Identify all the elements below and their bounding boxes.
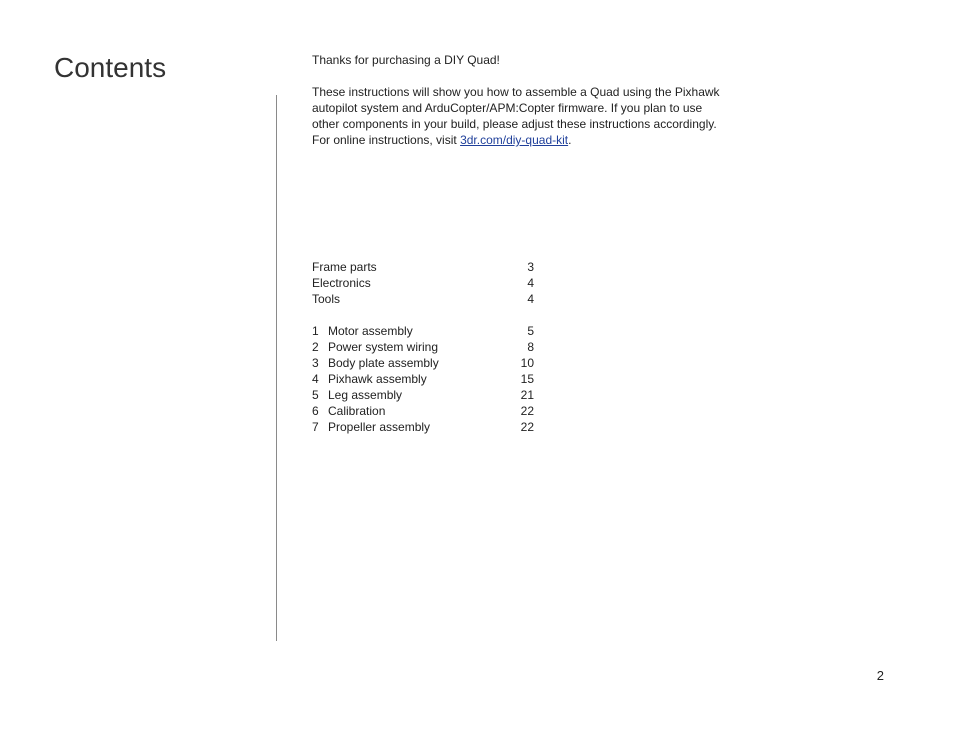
toc-chapter-number: 3 (312, 356, 319, 370)
online-suffix: . (568, 133, 572, 147)
table-of-contents (312, 259, 534, 435)
toc-chapter-number: 4 (312, 372, 319, 386)
toc-chapter-title: Leg assembly (328, 388, 403, 402)
toc-chapter-title: Propeller assembly (328, 420, 431, 434)
toc-chapter-page: 15 (520, 372, 534, 386)
toc-chapter-title: Calibration (328, 404, 386, 418)
toc-chapter-number: 2 (312, 340, 319, 354)
toc-chapter-page: 22 (520, 420, 534, 434)
toc-entry-electronics[interactable] (312, 275, 534, 291)
intro-greeting: Thanks for purchasing a DIY Quad! (312, 53, 500, 67)
toc-chapter-page: 22 (520, 404, 534, 418)
toc-entry-title: Tools (312, 292, 341, 306)
vertical-divider (276, 95, 277, 641)
intro-section (312, 52, 752, 148)
toc-chapter-number: 7 (312, 420, 319, 434)
intro-line: autopilot system and ArduCopter/APM:Copter firmware. If you plan to use (312, 101, 703, 115)
toc-chapter-pixhawk-assembly[interactable] (312, 371, 534, 387)
toc-entry-page: 3 (527, 260, 534, 274)
intro-body (312, 84, 752, 148)
toc-chapter-power-system-wiring[interactable] (312, 339, 534, 355)
toc-chapters (312, 323, 534, 435)
toc-chapter-title: Pixhawk assembly (328, 372, 427, 386)
online-prefix: For online instructions, visit (312, 133, 461, 147)
toc-chapter-leg-assembly[interactable] (312, 387, 534, 403)
toc-entry-page: 4 (527, 276, 534, 290)
intro-line: other components in your build, please adjust these instructions accordingly. (312, 117, 717, 131)
toc-chapter-title: Body plate assembly (328, 356, 439, 370)
toc-chapter-title: Motor assembly (328, 324, 413, 338)
toc-entry-tools[interactable] (312, 291, 534, 307)
toc-chapter-page: 21 (520, 388, 534, 402)
toc-entry-title: Electronics (312, 276, 371, 290)
toc-chapter-page: 10 (520, 356, 534, 370)
page-number: 2 (876, 668, 884, 683)
toc-chapter-number: 5 (312, 388, 319, 402)
toc-chapter-motor-assembly[interactable] (312, 323, 534, 339)
toc-chapter-number: 6 (312, 404, 319, 418)
page-title: Contents (54, 52, 167, 83)
toc-chapter-title: Power system wiring (328, 340, 439, 354)
toc-entry-page: 4 (527, 292, 534, 306)
online-instructions-link[interactable]: 3dr.com/diy-quad-kit (460, 133, 569, 147)
intro-line: These instructions will show you how to assemble a Quad using the Pixhawk (312, 85, 720, 99)
toc-chapter-propeller-assembly[interactable] (312, 419, 534, 435)
toc-chapter-page: 8 (527, 340, 534, 354)
toc-chapter-number: 1 (312, 324, 319, 338)
toc-front-matter (312, 259, 534, 307)
toc-chapter-page: 5 (527, 324, 534, 338)
toc-entry-title: Frame parts (312, 260, 377, 274)
toc-entry-frame-parts[interactable] (312, 259, 534, 275)
toc-chapter-calibration[interactable] (312, 403, 534, 419)
toc-chapter-body-plate-assembly[interactable] (312, 355, 534, 371)
intro-online-line (312, 132, 752, 148)
